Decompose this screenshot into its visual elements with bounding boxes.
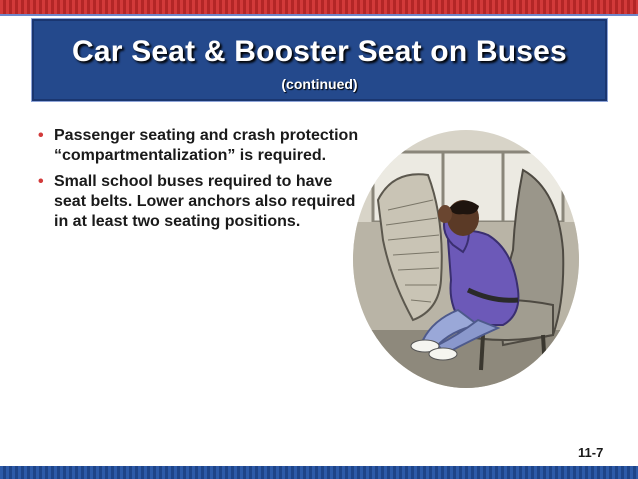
bottom-decorative-stripe (0, 466, 638, 479)
bullet-icon: • (38, 173, 44, 190)
bullet-icon: • (38, 127, 44, 144)
top-accent-line (0, 14, 638, 16)
bullet-text: Passenger seating and crash protection “compartmentalization” is required. (54, 127, 359, 164)
bullet-list (38, 126, 368, 238)
child-seat-illustration (353, 130, 579, 388)
title-banner (31, 18, 608, 102)
page-number: 11-7 (578, 445, 604, 460)
bullet-text: Small school buses required to have seat belts. Lower anchors also required in at least two seating positions. (54, 173, 356, 230)
slide-subtitle: (continued) (281, 76, 358, 92)
bullet-item (38, 126, 368, 166)
bullet-item (38, 172, 368, 232)
top-decorative-stripe (0, 0, 638, 14)
slide-title: Car Seat & Booster Seat on Buses (72, 35, 567, 68)
